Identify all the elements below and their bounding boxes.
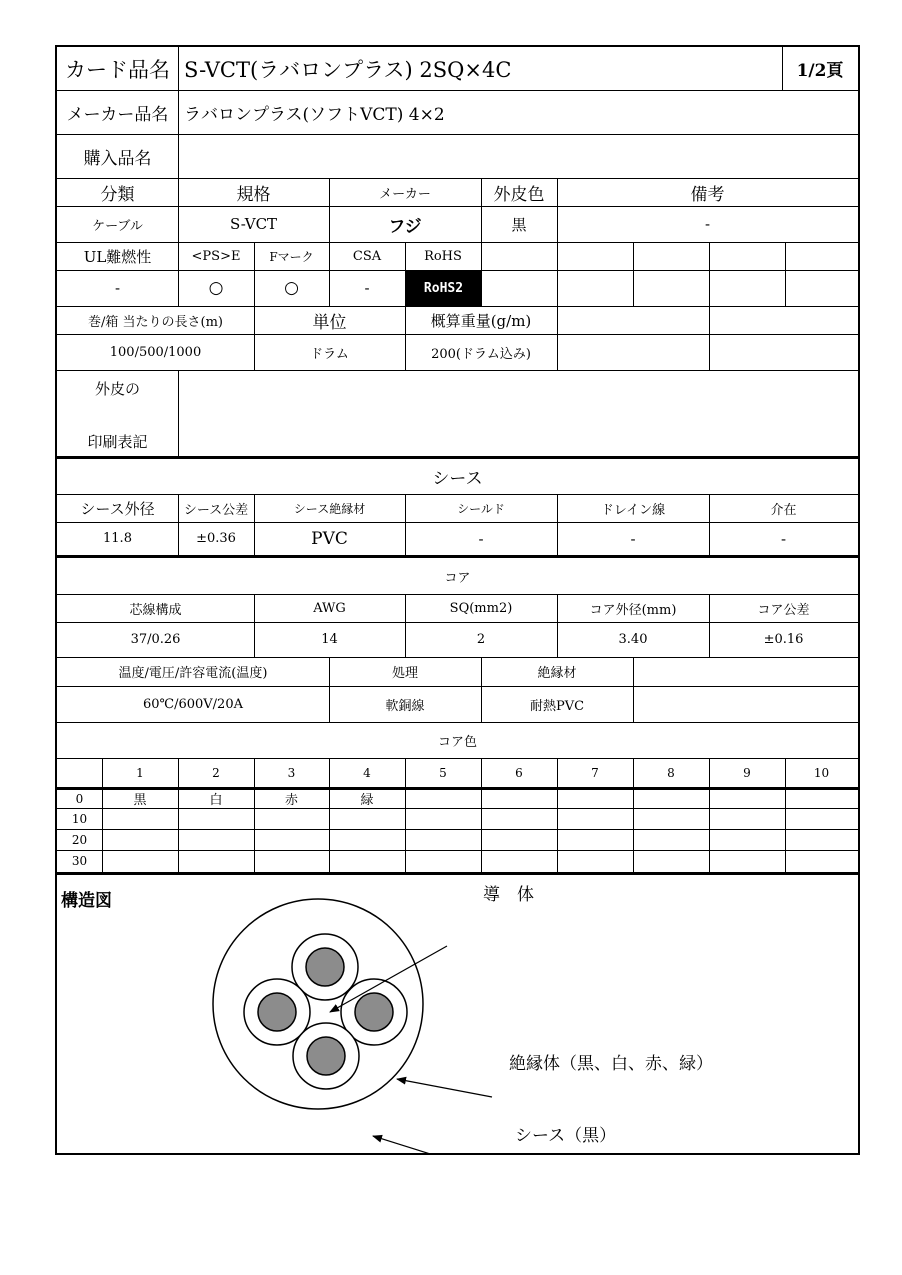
core-color-row-label: 10 (71, 811, 88, 826)
csa-value: - (364, 279, 370, 297)
print-value (178, 370, 858, 456)
rohs-badge: RoHS2 (406, 271, 481, 306)
core-color-cell: 緑 (360, 793, 374, 808)
sheath-material-value: PVC (311, 528, 348, 549)
purchase-name-value (178, 134, 858, 178)
core-color-cell: 白 (209, 793, 223, 808)
rating-header: 温度/電圧/許容電流(温度) (118, 666, 268, 681)
print-label-line1: 外皮の (94, 379, 140, 398)
unit-value: ドラム (310, 346, 349, 362)
spec-sheet (55, 45, 860, 1155)
insulation-value: 耐熱PVC (529, 698, 585, 714)
shield-header: シールド (457, 501, 505, 516)
card-name-label: カード品名 (65, 57, 170, 82)
page-number: 1/2頁 (796, 61, 844, 81)
core-color-col-2: 2 (212, 765, 220, 780)
maker-value: フジ (388, 216, 422, 237)
print-label-line2: 印刷表記 (87, 432, 148, 451)
standard-value: S-VCT (229, 215, 278, 233)
drain-value: - (630, 529, 636, 548)
core-color-col-7: 7 (591, 765, 599, 780)
core-color-col-5: 5 (439, 765, 447, 780)
core-tol-header: コア公差 (757, 602, 810, 618)
insulation-header: 絶縁材 (537, 666, 577, 681)
awg-header: AWG (313, 600, 346, 616)
sheath-label: シース（黒） (515, 1126, 617, 1146)
cable-cross-section (57, 874, 858, 1153)
outer-color-header: 外皮色 (493, 184, 545, 205)
classification-value: ケーブル (92, 218, 143, 234)
core-color-row-label: 20 (71, 832, 88, 847)
conductor-label: 導 体 (483, 885, 534, 905)
core-tol-value: ±0.16 (763, 632, 804, 647)
sheath-material-header: シース絶縁材 (293, 501, 366, 516)
core-bottom (293, 1023, 359, 1089)
csa-header: CSA (352, 248, 382, 264)
pse-header: <PS>E (191, 248, 241, 264)
shield-value: - (478, 529, 484, 548)
ul-flame-header: UL難燃性 (83, 247, 152, 266)
core-color-col-10: 10 (813, 765, 830, 780)
f-mark-value: ○ (284, 278, 299, 298)
sheath-od-header: シース外径 (80, 499, 155, 518)
maker-name-value: ラバロンプラス(ソフトVCT) 4×2 (184, 104, 445, 125)
core-color-col-1: 1 (136, 765, 144, 780)
ul-flame-value: - (114, 279, 121, 297)
core-od-header: コア外径(mm) (589, 602, 677, 618)
sheath-od-value: 11.8 (103, 531, 132, 546)
sheath-arrow (373, 1136, 494, 1153)
core-color-row-label: 30 (71, 854, 88, 868)
card-name-value: S-VCT(ラバロンプラス) 2SQ×4C (184, 57, 512, 82)
remarks-value: - (704, 215, 711, 233)
maker-name-label: メーカー品名 (66, 104, 169, 125)
sheath-tol-value: ±0.36 (196, 531, 236, 546)
pse-value: ○ (208, 278, 224, 298)
core-od-value: 3.40 (618, 632, 648, 647)
core-section-title: コア (444, 570, 471, 586)
core-color-col-8: 8 (667, 765, 675, 780)
core-color-col-4: 4 (363, 765, 371, 780)
filler-header: 介在 (770, 502, 797, 518)
core-color-col-9: 9 (743, 765, 751, 780)
sq-value: 2 (476, 632, 486, 647)
core-color-row-label: 0 (75, 791, 84, 806)
weight-header: 概算重量(g/m) (430, 311, 532, 330)
unit-header: 単位 (312, 312, 347, 333)
weight-value: 200(ドラム込み) (431, 346, 531, 362)
sq-header: SQ(mm2) (449, 600, 513, 616)
maker-header: メーカー (379, 186, 431, 202)
length-header: 巻/箱 当たりの長さ(m) (88, 314, 223, 330)
insulator-label: 絶縁体（黒、白、赤、緑） (509, 1054, 713, 1074)
classification-header: 分類 (100, 184, 135, 205)
purchase-name-label: 購入品名 (83, 148, 152, 169)
sheath-section-title: シース (432, 469, 483, 489)
core-color-cell: 黒 (133, 793, 147, 808)
remarks-header: 備考 (690, 184, 725, 205)
length-value: 100/500/1000 (109, 344, 202, 360)
core-color-cell: 赤 (284, 793, 298, 808)
drain-header: ドレイン線 (600, 502, 666, 518)
standard-header: 規格 (236, 184, 271, 205)
outer-color-value: 黒 (511, 215, 527, 234)
f-mark-header: Fマーク (269, 249, 314, 264)
core-color-col-6: 6 (515, 765, 523, 780)
core-color-col-3: 3 (287, 765, 296, 780)
insulator-arrow (397, 1079, 492, 1097)
awg-value: 14 (321, 632, 338, 647)
strand-value: 37/0.26 (130, 632, 181, 647)
rohs-header: RoHS (424, 248, 462, 264)
strand-header: 芯線構成 (129, 602, 182, 618)
structure-diagram-title: 構造図 (61, 890, 112, 911)
rating-value: 60℃/600V/20A (143, 696, 243, 712)
filler-value: - (780, 529, 787, 548)
treatment-value: 軟銅線 (385, 698, 425, 714)
core-color-section-title: コア色 (437, 734, 477, 750)
sheath-tol-header: シース公差 (183, 502, 249, 518)
treatment-header: 処理 (391, 666, 418, 681)
